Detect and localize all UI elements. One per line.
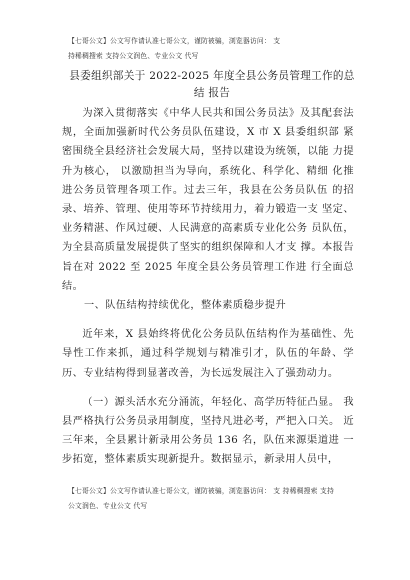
title-line: 县委组织部关于 2022-2025 年度全县公务员管理工作的总 [69,70,355,82]
header-note-line: 持稀稠搜索 支持公文润色、专业公文 代写 [68,52,199,60]
footer-note-line: 【七哥公文】公文写作请认准七哥公文，谨防被骗，浏览器访问： 支 持稀稠搜索 支持 [68,487,334,495]
title-line: 结 报告 [193,87,231,99]
document-body [62,104,354,470]
section-heading: 一、队伍结构持续优化，整体素质稳步提升 [84,300,287,312]
footer-note-line: 公文润色、专业公文 代写 [68,502,148,510]
document-title [62,68,362,102]
header-watermark-note [68,34,358,64]
footer-watermark-note [68,484,358,514]
body-paragraph: 近年来，X 县始终将优化公务员队伍结构作为基础性、先导性工作来抓，通过科学规划与精准引才，队伍的年龄、学历、专业结构得到显著改善，为长远发展注入了强劲动力。 [62,329,354,379]
header-note-line: 【七哥公文】公文写作请认准七哥公文，谨防被骗，浏览器访问： 支 [68,37,281,45]
body-paragraph: 为深入贯彻落实《中华人民共和国公务员法》及其配套法规，全面加强新时代公务员队伍建设，X 市 X 县委组织部 紧密围绕全县经济社会发展大局，坚持以建设为统领，以能 力提升为核心， 以激励担当为导向，系统化、科学化、精细 化推进公务员管理各项工作。过去三年，我县在公务员队伍 的招录、培养、管理、使用等环节持续用力，着力锻造一支 坚定、业务精湛、作风过硬、人民满意的高素质专业化公务 员队伍，为全县高质量发展提供了坚实的组织保障和人才支 撑。本报告旨在对 2022 至 2025 年度全县公务员管理工作进 行全面总结。 [62,108,354,292]
body-paragraph: （一）源头活水充分涌流，年轻化、高学历特征凸显。 我县严格执行公务员录用制度，坚持凡进必考，严把入口关。 近三年来，全县累计新录用公务员 136 名，队伍来源渠道进 一步拓宽，整体素质实现新提升。数据显示，新录用人员中， [62,396,354,466]
